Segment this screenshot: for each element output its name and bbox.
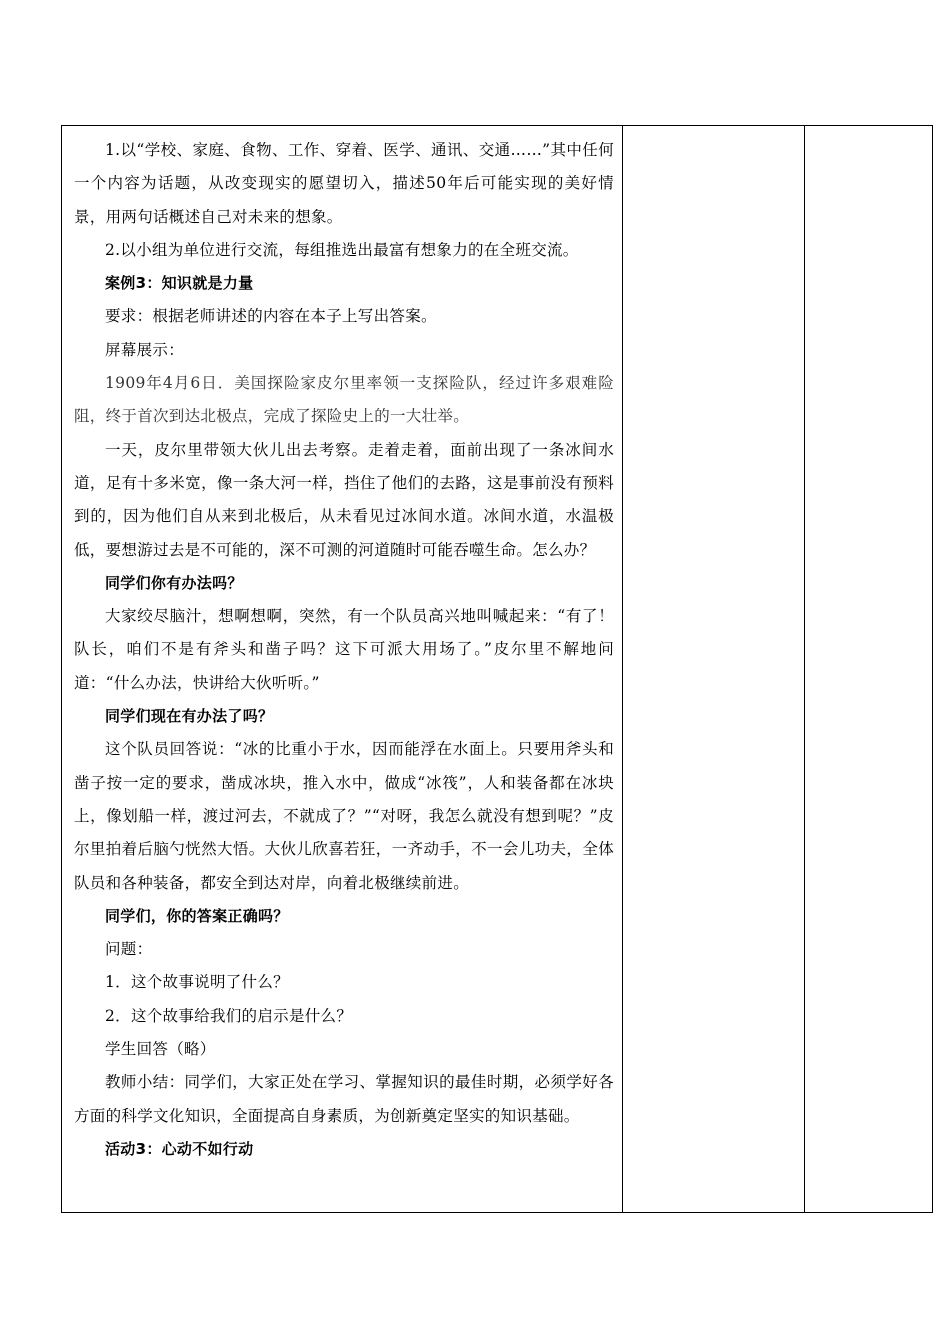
remarks-cell [805, 126, 933, 1213]
table-row [62, 126, 933, 1213]
paragraph: 要求：根据老师讲述的内容在本子上写出答案。 [105, 307, 437, 326]
lesson-content [62, 126, 622, 1212]
paragraph: 一天，皮尔里带领大伙儿出去考察。走着走着，面前出现了一条冰间水道，足有十多米宽，像一条大河一样，挡住了他们的去路，这是事前没有预料到的，因为他们自从来到北极后，从未看见过冰间水道。冰间水道，水温极低，要想游过去是不可能的，深不可测的河道随时可能吞噬生命。怎么办？ [74, 440, 614, 559]
lesson-plan-table [61, 125, 933, 1213]
section-heading: 案例3：知识就是力量 [105, 274, 254, 293]
paragraph: 屏幕展示： [105, 340, 185, 359]
notes-cell [623, 126, 805, 1213]
paragraph: 2.以小组为单位进行交流，每组推选出最富有想象力的在全班交流。 [105, 240, 579, 259]
paragraph: 1909年4月6日．美国探险家皮尔里率领一支探险队，经过许多艰难险阻，终于首次到达北极点，完成了探险史上的一大壮举。 [74, 374, 614, 426]
paragraph: 1．这个故事说明了什么？ [105, 973, 289, 992]
section-heading: 同学们现在有办法了吗？ [105, 707, 274, 726]
section-heading: 同学们，你的答案正确吗？ [105, 906, 289, 925]
paragraph: 学生回答（略） [105, 1040, 216, 1059]
section-heading: 活动3：心动不如行动 [105, 1139, 254, 1158]
paragraph: 1.以“学校、家庭、食物、工作、穿着、医学、通讯、交通……”其中任何一个内容为话题，从改变现实的愿望切入，描述50年后可能实现的美好情景，用两句话概述自己对未来的想象。 [74, 141, 614, 226]
section-heading: 同学们你有办法吗？ [105, 573, 243, 592]
paragraph: 教师小结：同学们，大家正处在学习、掌握知识的最佳时期，必须学好各方面的科学文化知识，全面提高自身素质，为创新奠定坚实的知识基础。 [74, 1073, 614, 1125]
paragraph: 2．这个故事给我们的启示是什么？ [105, 1006, 353, 1025]
main-content-cell [62, 126, 623, 1213]
paragraph: 大家绞尽脑汁，想啊想啊，突然，有一个队员高兴地叫喊起来：“有了！队长，咱们不是有斧头和凿子吗？这下可派大用场了。”皮尔里不解地问道：“什么办法，快讲给大伙听听。” [74, 607, 614, 692]
paragraph: 这个队员回答说：“冰的比重小于水，因而能浮在水面上。只要用斧头和凿子按一定的要求，凿成冰块，推入水中，做成“冰筏”，人和装备都在冰块上，像划船一样，渡过河去，不就成了？”“对呀，我怎么就没有想到呢？”皮尔里拍着后脑勺恍然大悟。大伙儿欣喜若狂，一齐动手，不一会儿功夫，全体队员和各种装备，都安全到达对岸，向着北极继续前进。 [74, 740, 614, 892]
paragraph: 问题： [105, 940, 153, 959]
